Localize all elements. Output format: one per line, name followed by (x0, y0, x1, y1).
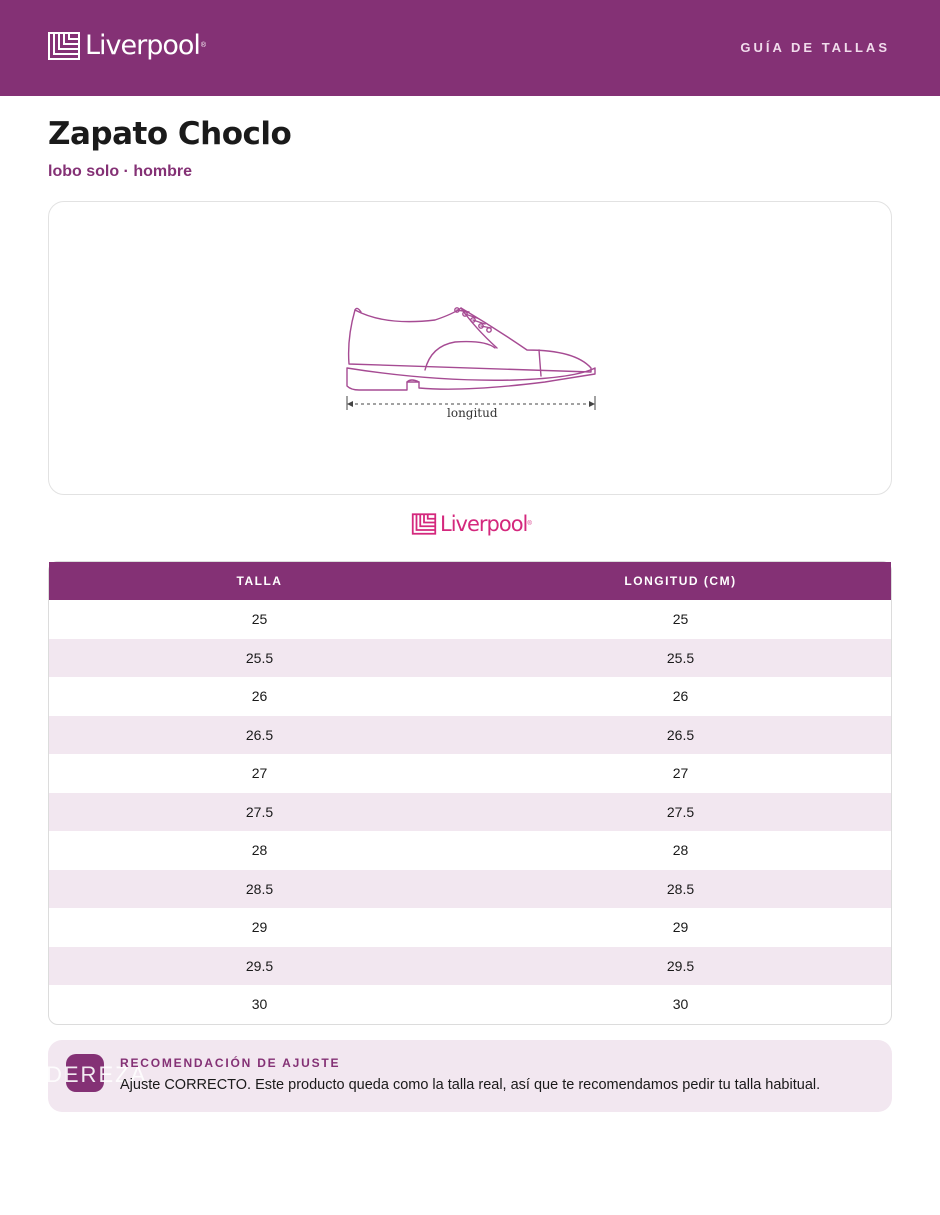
brand-registered-mark: ® (527, 521, 532, 527)
table-row (49, 754, 891, 793)
cell-longitud: 27 (672, 765, 689, 782)
cell-talla: 25 (251, 611, 268, 628)
measure-label: longitud (447, 406, 498, 420)
cell-longitud: 30 (672, 996, 689, 1013)
cell-talla: 30 (251, 996, 268, 1013)
table-row (49, 870, 891, 909)
liverpool-logo-icon (412, 513, 436, 535)
table-header (49, 562, 891, 600)
fit-badge-icon (46, 1054, 148, 1092)
table-row (49, 908, 891, 947)
cell-longitud: 29 (672, 919, 689, 936)
cell-talla: 27.5 (245, 803, 274, 820)
table-row (49, 793, 891, 832)
liverpool-logo-icon (48, 32, 80, 60)
cell-longitud: 26 (672, 688, 689, 705)
table-row (49, 639, 891, 678)
table-row (49, 716, 891, 755)
header (0, 0, 940, 96)
brand-name: Liverpool (85, 30, 200, 61)
table-row (49, 831, 891, 870)
recommendation-title: RECOMENDACIÓN DE AJUSTE (120, 1056, 341, 1070)
table-row (49, 985, 891, 1024)
cell-talla: 26 (251, 688, 268, 705)
fit-recommendation (48, 1040, 892, 1112)
cell-talla: 28.5 (245, 880, 274, 897)
brand-logo[interactable] (48, 30, 206, 61)
table-row (49, 677, 891, 716)
cell-longitud: 27.5 (666, 803, 695, 820)
brand-registered-mark: ® (200, 42, 207, 49)
cell-longitud: 26.5 (666, 726, 695, 743)
cell-longitud: 25.5 (666, 649, 695, 666)
cell-talla: 27 (251, 765, 268, 782)
cell-talla: 28 (251, 842, 268, 859)
cell-longitud: 28 (672, 842, 689, 859)
page-title: Zapato Choclo (48, 116, 292, 152)
cell-talla: 25.5 (245, 649, 274, 666)
table-body (49, 600, 891, 1024)
cell-longitud: 28.5 (666, 880, 695, 897)
recommendation-text: Ajuste CORRECTO. Este producto queda como la talla real, así que te recomendamos pedir tu talla habitual. (120, 1077, 821, 1093)
product-subtitle: lobo solo · hombre (48, 163, 192, 180)
cell-longitud: 29.5 (666, 957, 695, 974)
fit-badge-text: DEREZA (46, 1062, 148, 1087)
cell-talla: 29.5 (245, 957, 274, 974)
table-row (49, 600, 891, 639)
brand-logo-secondary (412, 512, 532, 536)
column-header-longitud: LONGITUD (CM) (624, 574, 737, 588)
column-header-talla: TALLA (236, 574, 283, 588)
cell-longitud: 25 (672, 611, 689, 628)
brand-name: Liverpool (440, 512, 528, 536)
size-table (48, 561, 892, 1025)
table-row (49, 947, 891, 986)
cell-talla: 26.5 (245, 726, 274, 743)
shoe-figure-card (48, 201, 892, 495)
cell-talla: 29 (251, 919, 268, 936)
size-guide-label: GUÍA DE TALLAS (740, 40, 890, 55)
